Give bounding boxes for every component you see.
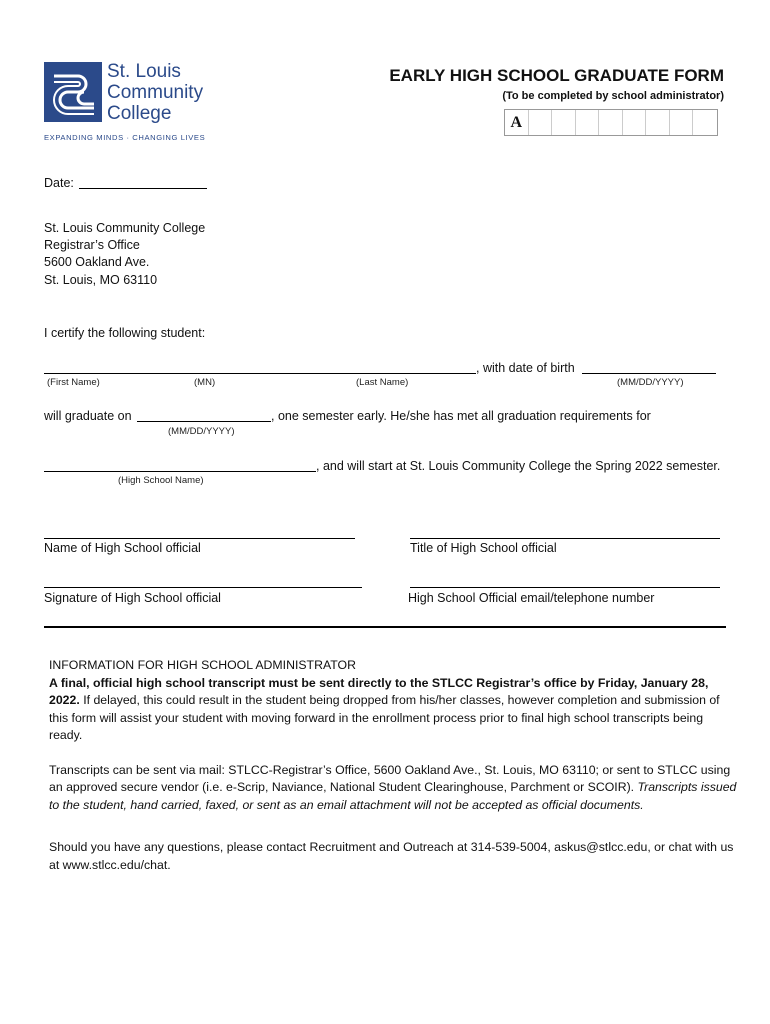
official-signature-label: Signature of High School official	[44, 591, 221, 605]
high-school-label: (High School Name)	[118, 475, 204, 486]
info-paragraph-1	[49, 675, 739, 745]
address-line-3: 5600 Oakland Ave.	[44, 255, 150, 269]
address-line-4: St. Louis, MO 63110	[44, 273, 158, 287]
info-paragraph-2-text: Transcripts can be sent via mail: STLCC-Registrar’s Office, 5600 Oakland Ave., St. Louis, MO 63110; or sent to STLCC using an approved secure vendor (i.e. e-Scrip, Naviance, National Student Clearinghouse, Parchment or SCOIR).	[49, 762, 731, 794]
official-signature-field[interactable]	[44, 587, 362, 588]
section-divider	[44, 626, 726, 628]
info-paragraph-3: Should you have any questions, please contact Recruitment and Outreach at 314-539-5004, askus@stlcc.edu, or chat with us at www.stlcc.edu/chat.	[49, 840, 734, 872]
logo-line-2: Community	[107, 82, 204, 103]
graduation-date-field[interactable]	[137, 421, 271, 422]
official-title-label: Title of High School official	[410, 541, 557, 555]
first-name-label: (First Name)	[47, 377, 100, 388]
code-box[interactable]	[529, 110, 553, 135]
info-paragraph-2-italic: Transcripts issued to the student, hand carried, faxed, or sent as an email attachment will not be accepted as official documents.	[49, 780, 737, 812]
middle-name-label: (MN)	[194, 377, 216, 388]
code-box[interactable]	[599, 110, 623, 135]
student-name-field[interactable]	[44, 373, 476, 374]
official-contact-label: High School Official email/telephone number	[408, 591, 655, 605]
address-line-2: Registrar’s Office	[44, 238, 140, 252]
official-title-field[interactable]	[410, 538, 720, 539]
dob-format-label: (MM/DD/YYYY)	[617, 377, 684, 388]
official-name-label: Name of High School official	[44, 541, 201, 555]
last-name-label: (Last Name)	[356, 377, 409, 388]
official-name-field[interactable]	[44, 538, 355, 539]
graduate-suffix: , one semester early. He/she has met all graduation requirements for	[271, 409, 651, 423]
address-line-1: St. Louis Community College	[44, 221, 206, 235]
logo-tagline: EXPANDING MINDS · CHANGING LIVES	[44, 133, 206, 142]
code-box[interactable]	[552, 110, 576, 135]
graduation-date-format: (MM/DD/YYYY)	[168, 426, 235, 437]
info-paragraph-1-rest: If delayed, this could result in the student being dropped from his/her classes, however completion and submission of this form will assist your student with moving forward in the enrollment process prior to final high school transcripts being ready.	[49, 693, 720, 742]
school-suffix: , and will start at St. Louis Community College the Spring 2022 semester.	[316, 459, 721, 473]
college-logo	[44, 62, 224, 146]
info-deadline-text: A final, official high school transcript must be sent directly to the STLCC Registrar’s office by Friday, January 28, 2022.	[49, 675, 709, 707]
dob-text: , with date of birth	[476, 361, 575, 375]
high-school-name-field[interactable]	[44, 471, 316, 472]
logo-mark-icon	[44, 62, 102, 122]
code-box[interactable]	[693, 110, 717, 135]
official-contact-field[interactable]	[410, 587, 720, 588]
code-box[interactable]	[646, 110, 670, 135]
dob-field[interactable]	[582, 373, 716, 374]
logo-line-1: St. Louis	[107, 61, 181, 82]
certify-text: I certify the following student:	[44, 326, 206, 340]
date-field[interactable]	[79, 188, 207, 189]
date-label: Date:	[44, 176, 74, 190]
code-box: A	[505, 110, 529, 135]
form-code-boxes	[504, 109, 718, 136]
code-box[interactable]	[576, 110, 600, 135]
info-section	[49, 657, 739, 891]
logo-line-3: College	[107, 103, 172, 124]
graduate-prefix: will graduate on	[44, 409, 132, 423]
form-title: EARLY HIGH SCHOOL GRADUATE FORM	[389, 66, 724, 85]
code-box[interactable]	[623, 110, 647, 135]
info-paragraph-2	[49, 762, 739, 815]
code-box[interactable]	[670, 110, 694, 135]
form-subtitle: (To be completed by school administrator)	[502, 90, 724, 102]
info-heading: INFORMATION FOR HIGH SCHOOL ADMINISTRATOR	[49, 658, 356, 672]
